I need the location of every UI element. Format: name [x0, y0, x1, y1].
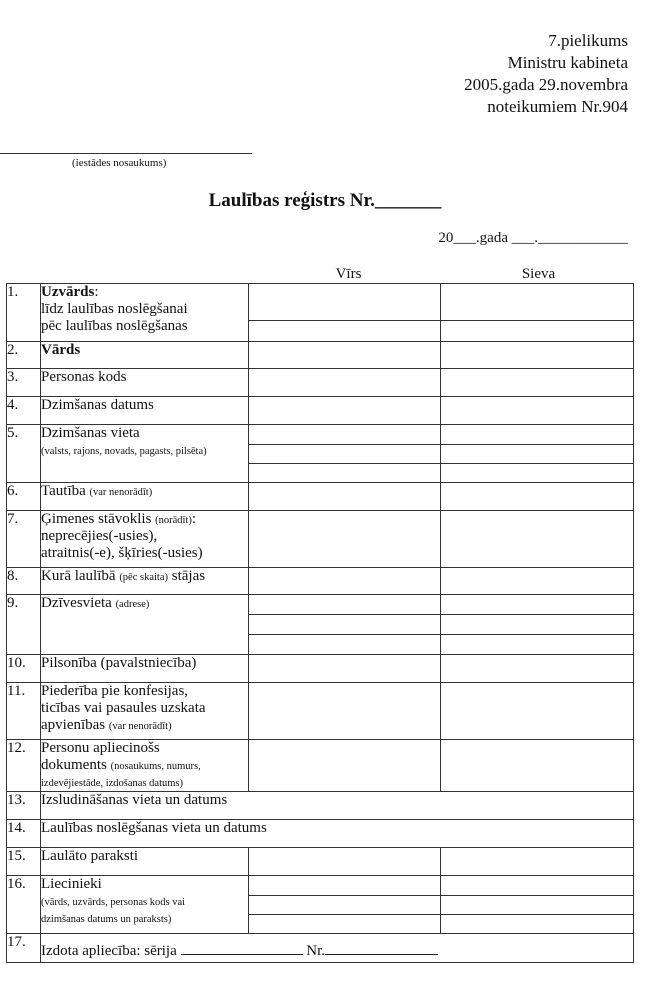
wife-cell[interactable] — [441, 464, 634, 483]
label-note: dzimšanas datums un paraksts) — [41, 914, 172, 925]
husband-cell[interactable] — [249, 511, 441, 568]
row-number: 16. — [7, 876, 41, 934]
wife-cell[interactable] — [441, 397, 634, 425]
document-annex-header — [464, 30, 628, 118]
wife-signature-cell[interactable] — [441, 848, 634, 876]
label-title: Liecinieki — [41, 876, 102, 892]
husband-cell[interactable] — [249, 321, 441, 342]
wife-cell[interactable] — [441, 568, 634, 595]
table-row — [7, 342, 634, 369]
label-line: pēc laulības noslēgšanas — [41, 318, 188, 334]
certificate-series-blank[interactable] — [181, 940, 303, 955]
row-label: Pilsonība (pavalstniecība) — [41, 655, 249, 683]
table-row — [7, 792, 634, 820]
row-label — [41, 683, 249, 740]
table-row — [7, 934, 634, 963]
row-number: 17. — [7, 934, 41, 963]
husband-cell[interactable] — [249, 635, 441, 655]
table-row — [7, 369, 634, 397]
row-number: 4. — [7, 397, 41, 425]
row-label-full[interactable]: Laulības noslēgšanas vieta un datums — [41, 820, 634, 848]
label-title: Uzvārds: — [41, 284, 99, 300]
label-line: Personu apliecinošs — [41, 740, 160, 756]
wife-cell[interactable] — [441, 595, 634, 615]
label-line: neprecējies(-usies), — [41, 528, 158, 544]
label-note: (nosaukums, numurs, — [110, 761, 201, 772]
label-title: Dzīvesvieta — [41, 595, 112, 611]
husband-cell[interactable] — [249, 342, 441, 369]
label-line: atraitnis(-e), šķīries(-usies) — [41, 545, 203, 561]
row-number: 5. — [7, 425, 41, 483]
row-label: Ģimenes stāvoklis (norādīt): neprecējies(-usies), atraitnis(-e), šķīries(-usies) — [41, 511, 249, 568]
row-number: 2. — [7, 342, 41, 369]
husband-cell[interactable] — [249, 595, 441, 615]
row-number: 13. — [7, 792, 41, 820]
institution-caption: (iestādes nosaukums) — [72, 157, 167, 169]
label-note: (var nenorādīt) — [108, 721, 172, 732]
label-title: Kurā laulībā — [41, 568, 116, 584]
row-label — [41, 876, 249, 934]
husband-cell[interactable] — [249, 284, 441, 321]
label-line: dokuments — [41, 757, 107, 773]
annex-number: 7.pielikums — [548, 31, 628, 50]
title-text: Laulības reģistrs Nr. — [208, 190, 375, 211]
label-note: (var nenorādīt) — [89, 487, 153, 498]
row-label — [41, 740, 249, 792]
row-number: 6. — [7, 483, 41, 511]
row-label: Laulāto paraksti — [41, 848, 249, 876]
certificate-number-blank[interactable] — [325, 940, 438, 955]
witness-cell[interactable] — [249, 915, 441, 934]
husband-cell[interactable] — [249, 568, 441, 595]
label-line: apvienības — [41, 717, 106, 733]
marriage-register-table — [6, 283, 634, 963]
husband-cell[interactable] — [249, 740, 441, 792]
husband-cell[interactable] — [249, 369, 441, 397]
table-row — [7, 483, 634, 511]
row-label — [41, 284, 249, 342]
row-label — [41, 425, 249, 483]
wife-cell[interactable] — [441, 483, 634, 511]
husband-cell[interactable] — [249, 683, 441, 740]
wife-cell[interactable] — [441, 635, 634, 655]
husband-cell[interactable] — [249, 445, 441, 464]
label-line: līdz laulības noslēgšanai — [41, 301, 188, 317]
wife-cell[interactable] — [441, 425, 634, 445]
table-row — [7, 876, 634, 896]
husband-cell[interactable] — [249, 483, 441, 511]
row-number: 8. — [7, 568, 41, 595]
wife-cell[interactable] — [441, 284, 634, 321]
label-note: (pēc skaita) — [119, 572, 168, 583]
table-row — [7, 568, 634, 595]
column-header-wife: Sieva — [521, 266, 556, 282]
husband-cell[interactable] — [249, 425, 441, 445]
row-number: 12. — [7, 740, 41, 792]
wife-cell[interactable] — [441, 342, 634, 369]
wife-cell[interactable] — [441, 369, 634, 397]
regulation-number: noteikumiem Nr.904 — [487, 97, 628, 116]
institution-name-line[interactable] — [0, 153, 252, 154]
table-row — [7, 425, 634, 445]
table-row — [7, 820, 634, 848]
row-number: 3. — [7, 369, 41, 397]
row-label — [41, 483, 249, 511]
wife-cell[interactable] — [441, 740, 634, 792]
table-row — [7, 284, 634, 321]
row-label: Personas kods — [41, 369, 249, 397]
label-line: ticības vai pasaules uzskata — [41, 700, 206, 716]
label-line: Piederība pie konfesijas, — [41, 683, 189, 699]
table-row — [7, 740, 634, 792]
certificate-series-label: Izdota apliecība: sērija — [41, 943, 177, 959]
label-title: Tautība — [41, 483, 86, 499]
table-row — [7, 848, 634, 876]
label-note: (vārds, uzvārds, personas kods vai — [41, 897, 186, 908]
witness-cell[interactable] — [441, 876, 634, 896]
row-number: 10. — [7, 655, 41, 683]
row-label — [41, 568, 249, 595]
table-row — [7, 511, 634, 568]
row-label-full[interactable]: Izsludināšanas vieta un datums — [41, 792, 634, 820]
label-note: izdevējiestāde, izdošanas datums) — [41, 778, 183, 789]
table-row — [7, 655, 634, 683]
label-title: Dzimšanas vieta — [41, 425, 140, 441]
witness-cell[interactable] — [441, 915, 634, 934]
witness-cell[interactable] — [441, 896, 634, 915]
wife-cell[interactable] — [441, 321, 634, 342]
regulation-date: 2005.gada 29.novembra — [464, 75, 628, 94]
column-header-husband: Vīrs — [335, 266, 362, 282]
row-label-full — [41, 934, 634, 963]
witness-cell[interactable] — [249, 896, 441, 915]
row-number: 9. — [7, 595, 41, 655]
date-line[interactable]: 20___.gada ___.____________ — [438, 230, 628, 246]
wife-cell[interactable] — [441, 615, 634, 635]
wife-cell[interactable] — [441, 511, 634, 568]
witness-cell[interactable] — [249, 876, 441, 896]
row-number: 15. — [7, 848, 41, 876]
label-note: (valsts, rajons, novads, pagasts, pilsēta) — [41, 446, 207, 457]
row-label: Vārds — [41, 342, 249, 369]
table-row — [7, 683, 634, 740]
label-title-end: stājas — [171, 568, 206, 584]
row-label — [41, 595, 249, 655]
label-title: Ģimenes stāvoklis — [41, 511, 152, 527]
wife-cell[interactable] — [441, 683, 634, 740]
issuer: Ministru kabineta — [507, 53, 628, 72]
wife-cell[interactable] — [441, 655, 634, 683]
table-row — [7, 595, 634, 615]
page-title — [0, 190, 650, 212]
label-note: (adrese) — [115, 599, 150, 610]
row-number: 14. — [7, 820, 41, 848]
register-number-blank[interactable]: _______ — [374, 190, 442, 211]
husband-cell[interactable] — [249, 615, 441, 635]
certificate-number-label: Nr. — [306, 943, 326, 959]
row-label: Dzimšanas datums — [41, 397, 249, 425]
label-note: (norādīt) — [155, 515, 192, 526]
husband-cell[interactable] — [249, 655, 441, 683]
husband-signature-cell[interactable] — [249, 848, 441, 876]
husband-cell[interactable] — [249, 464, 441, 483]
table-row — [7, 397, 634, 425]
row-number: 7. — [7, 511, 41, 568]
husband-cell[interactable] — [249, 397, 441, 425]
row-number: 11. — [7, 683, 41, 740]
row-number: 1. — [7, 284, 41, 342]
wife-cell[interactable] — [441, 445, 634, 464]
